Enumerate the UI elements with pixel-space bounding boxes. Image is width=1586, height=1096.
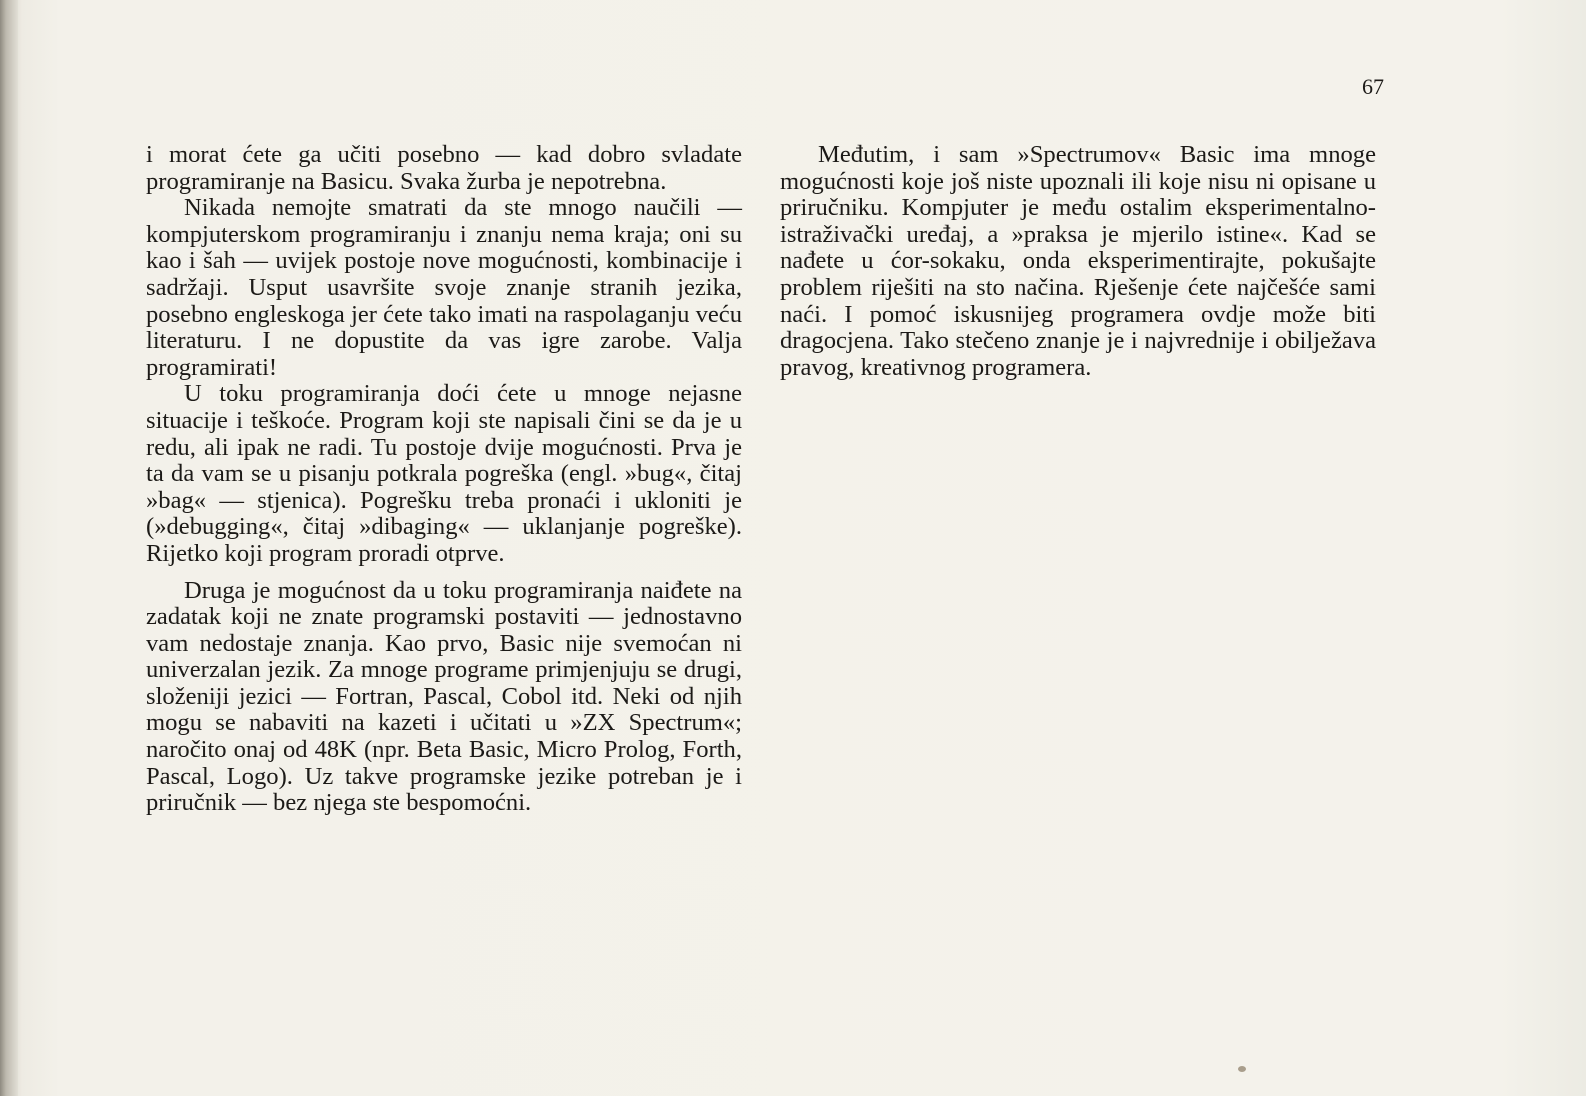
paragraph: Nikada nemojte smatrati da ste mnogo naučili — kompjuterskom programiranju i znanju nema kraja; oni su kao i šah — uvijek postoje nove mogućnosti, kombinacije i sadržaji. Usput usavršite svoje znanje stranih jezika, posebno engleskoga jer ćete tako imati na raspolaganju veću literaturu. I ne dopustite da vas igre zarobe. Valja programirati! [146,194,742,381]
paper-stain [1238,1066,1246,1072]
paragraph: i morat ćete ga učiti posebno — kad dobro svladate programiranje na Basicu. Svaka žurba je nepotrebna. [146,141,742,195]
page-number: 67 [1362,74,1384,99]
binding-edge [0,0,18,1096]
paragraph: U toku programiranja doći ćete u mnoge nejasne situacije i teškoće. Program koji ste napisali čini se da je u redu, ali ipak ne radi. Tu postoje dvije mogućnosti. Prva je ta da vam se u pisanju potkrala pogreška (engl. »bug«, čitaj »bag« — stjenica). Pogrešku treba pronaći i ukloniti je (»debugging«, čitaj »dibaging« — uklanjanje pogreške). Rijetko koji program proradi otprve. [146,380,742,567]
paragraph: Međutim, i sam »Spectrumov« Basic ima mnoge mogućnosti koje još niste upoznali ili koje nisu ni opisane u priručniku. Kompjuter je među ostalim eksperimentalno-istraživački uređaj, a »praksa je mjerilo istine«. Kad se nađete u ćor-sokaku, onda eksperimentirajte, pokušajte problem riješiti na sto načina. Rješenje ćete najčešće sami naći. I pomoć iskusnijeg programera ovdje može biti dragocjena. Tako stečeno znanje je i najvrednije i obilježava pravog, kreativnog programera. [780,141,1376,381]
text-column-right [780,142,1376,381]
paragraph: Druga je mogućnost da u toku programiranja naiđete na zadatak koji ne znate programski postaviti — jednostavno vam nedostaje znanja. Kao prvo, Basic nije svemoćan ni univerzalan jezik. Za mnoge programe primjenjuju se drugi, složeniji jezici — Fortran, Pascal, Cobol itd. Neki od njih mogu se nabaviti na kazeti i učitati u »ZX Spectrum«; naročito onaj od 48K (npr. Beta Basic, Micro Prolog, Forth, Pascal, Logo). Uz takve programske jezike potreban je i priručnik — bez njega ste bespomoćni. [146,576,742,817]
text-column-left [146,142,742,817]
